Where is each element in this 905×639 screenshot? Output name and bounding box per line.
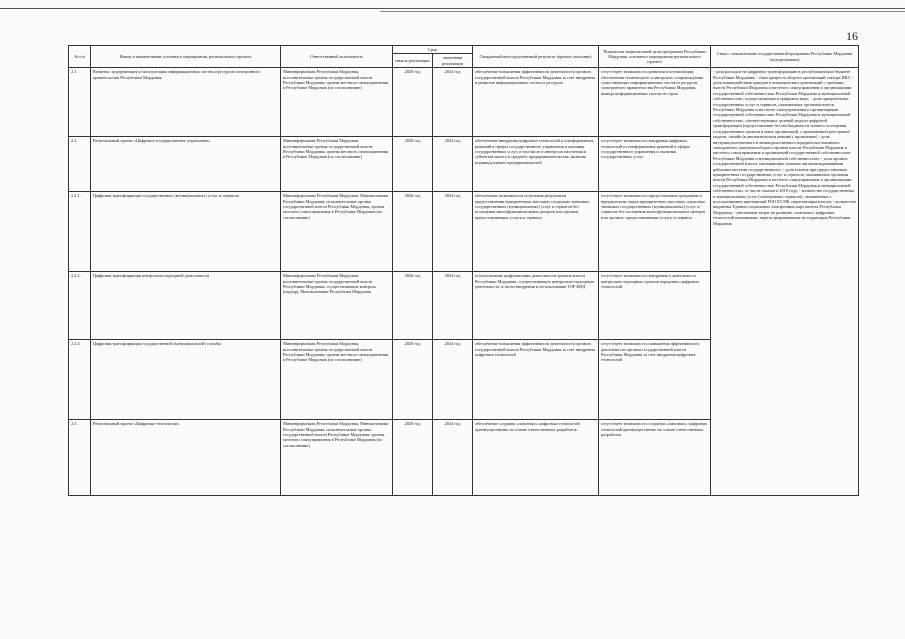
top-rule: [0, 8, 905, 9]
row-result: обеспечение повышения эффективности деятельности органов государственной власти Республики Мордовия за счет внедрения цифровых технологий: [473, 340, 599, 420]
row-indicators: отсутствует возможность развития и оптимизации, обеспечения технического и авторского сопровождения существующих информационных систем и ресурсов электронного правительства Республики Мордовия, вывода информационных систем из строя: [599, 68, 711, 137]
header-responsible: Ответственный исполнитель: [281, 46, 393, 68]
page-number: 16: [846, 29, 858, 43]
row-name: Развитие, модернизация и эксплуатация информационных систем и ресурсов электронного правительства Республики Мордовия: [91, 68, 281, 137]
row-end: 2024 год: [433, 68, 473, 137]
row-end: 2024 год: [433, 137, 473, 192]
header-name: Номер и наименование основного мероприятия, регионального проекта: [91, 46, 281, 68]
header-result: Ожидаемый непосредственный результат (краткое описание): [473, 46, 599, 68]
row-indicators: отсутствует возможность внедрения цифровых технологий и платформенных решений в сферах государственного управления и оказания государственных услуг: [599, 137, 711, 192]
header-indicators: Показатели национальной цели программы Республики Мордовия, основного мероприятия регионального проекта: [599, 46, 711, 68]
row-name: Региональный проект «Цифровое государственное управление»: [91, 137, 281, 192]
row-result: обеспечение повышения эффективности деятельности органов государственной власти Республики Мордовия за счет внедрения и развития информационных систем и ресурсов: [473, 68, 599, 137]
row-num: 2.2.2.: [69, 272, 91, 340]
row-start: 2020 год: [393, 137, 433, 192]
row-result: обеспечение возможности получения результатов предоставления приоритетных массовых социально значимых государственных (муниципальных) услуг и сервисов без посещения многофункциональных центров или органов, предоставляющих услуги и сервисы: [473, 192, 599, 272]
header-row: [69, 46, 859, 54]
top-rule-secondary: [380, 11, 905, 12]
row-responsible: Мининформсвязи Республики Мордовия, исполнительные органы государственной власти Республики Мордовия, органы местного самоуправления в Республике Мордовия (по согласованию): [281, 68, 393, 137]
header-term-end: окончания реализации: [433, 54, 473, 68]
row-indicators: отсутствует возможность внедрения в деятельность контрольно-надзорных органов передовых цифровых технологий: [599, 272, 711, 340]
header-term: Срок: [393, 46, 473, 54]
row-name: Цифровая трансформация государственной (муниципальной) службы: [91, 340, 281, 420]
row-start: 2020 год: [393, 420, 433, 496]
row-responsible: Мининформсвязи Республики Мордовия, Минэкономики Республики Мордовия, исполнительные органы государственной власти Республики Мордовия, органы местного самоуправления в Республике Мордовия (по согласованию): [281, 420, 393, 496]
row-end: 2024 год: [433, 192, 473, 272]
row-result: обеспечение внедрения цифровых технологий и платформенных решений в сферах государственного управления и оказания государственных услуг, в том числе в интересах населения и субъектов малого и среднего предпринимательства, включая индивидуальных предпринимателей: [473, 137, 599, 192]
row-start: 2020 год: [393, 68, 433, 137]
row-result: осуществление цифровизации деятельности органов власти Республики Мордовия, осуществляющих контрольно-надзорную деятельность, в части внедрения и использования ТОР КНД: [473, 272, 599, 340]
row-indicators: отсутствует возможность создания «сквозных» цифровых технологий преимущественно на основе отечественных разработок: [599, 420, 711, 496]
row-num: 2.3.: [69, 420, 91, 496]
header-num: № п/п: [69, 46, 91, 68]
row-responsible: Мининформсвязи Республики Мордовия, исполнительные органы государственной власти Республики Мордовия, органы местного самоуправления в Республике Мордовия (по согласованию): [281, 137, 393, 192]
row-end: 2024 год: [433, 420, 473, 496]
row-num: 2.2.1.: [69, 192, 91, 272]
row-indicators: отсутствует возможность повышения эффективности деятельности органов государственной власти Республики Мордовия за счет внедрения цифровых технологий: [599, 340, 711, 420]
row-start: 2020 год: [393, 192, 433, 272]
row-result: обеспечение создания «сквозных» цифровых технологий преимущественно на основе отечественных разработок: [473, 420, 599, 496]
row-name: Цифровая трансформация контрольно-надзорной деятельности: [91, 272, 281, 340]
row-num: 2.2.: [69, 137, 91, 192]
program-table: [68, 45, 859, 496]
row-start: 2020 год: [393, 272, 433, 340]
row-num: 2.2.3.: [69, 340, 91, 420]
row-responsible: Мининформсвязи Республики Мордовия, Минэкономики Республики Мордовия, исполнительные органы государственной власти Республики Мордовия, органы местного самоуправления в Республике Мордовия (по согласованию): [281, 192, 393, 272]
row-indicators: отсутствует возможность предоставления гражданам и юридическим лицам приоритетных массовых социально значимых государственных (муниципальных) услуг и сервисов без посещения многофункциональных центров или органов, предоставляющих услуги и сервисы: [599, 192, 711, 272]
row-name: Цифровая трансформация государственных (муниципальных) услуг и сервисов: [91, 192, 281, 272]
row-end: 2024 год: [433, 272, 473, 340]
row-link: - доля расходов на цифровую трансформацию в республиканском бюджете Республики Мордовия; - темп прироста оборота организаций сектора ИКТ; - доля взаимодействия граждан и коммерческих организаций с органами власти Республики Мордовия и местного самоуправления и организациями государственной собственностью Республики Мордовия и муниципальной собственностью, осуществляемых в цифровом виде; - доля приоритетных государственных услуг и сервисов, оказываемых органами власти Республики Мордовия и местного самоуправления и организациями государственной собственностью Республики Мордовия и муниципальной собственностью, соответствующих целевой модели цифровой трансформации (предоставление без необходимости личного посещения государственных органов и иных организаций, с применением реестровой модели, онлайн (в автоматическом режиме), проактивно) - доля внутриведомственного и межведомственного юридически значимого электронного документооборота органов власти Республики Мордовия и местного самоуправления и организаций государственной собственностью Республики Мордовия и муниципальной собственностью; - доля органов государственной власти, оказывающих типовые автоматизированными рабочими местами государственного; - доля отказов при предоставлении приоритетных государственных услуг и сервисов, оказываемых органами власти Республики Мордовия и местного самоуправления и организациями государственной собственностью Республики Мордовия и муниципальной собственностью, от числа отказов в 2018 году; - количество государственных и муниципальных услуг (электронных сервисов), оказываемых с использованием приложений РОО ЕСЭЖ, нарастающим итогом; - количество выданных Единых социальных электронных карт жителя Республики Мордовия; - увеличение затрат на развитие «сквозных» цифровых технологий компаниями, зарегистрированными на территории Республики Мордовия: [711, 68, 859, 496]
row-name: Региональный проект «Цифровые технологии»: [91, 420, 281, 496]
row-end: 2024 год: [433, 340, 473, 420]
row-responsible: Мининформсвязи Республики Мордовия, исполнительные органы государственной власти Республики Мордовия, осуществляющие контроль (надзор), Минэкономики Республики Мордовия: [281, 272, 393, 340]
row-responsible: Мининформсвязи Республики Мордовия, исполнительные органы государственной власти Республики Мордовия, органы местного самоуправления в Республике Мордовия (по согласованию): [281, 340, 393, 420]
table-row: [69, 68, 859, 137]
header-link: Связь с показателями государственной программы Республики Мордовия (подпрограммы): [711, 46, 859, 68]
header-term-start: начала реализации: [393, 54, 433, 68]
row-num: 2.1.: [69, 68, 91, 137]
row-start: 2020 год: [393, 340, 433, 420]
